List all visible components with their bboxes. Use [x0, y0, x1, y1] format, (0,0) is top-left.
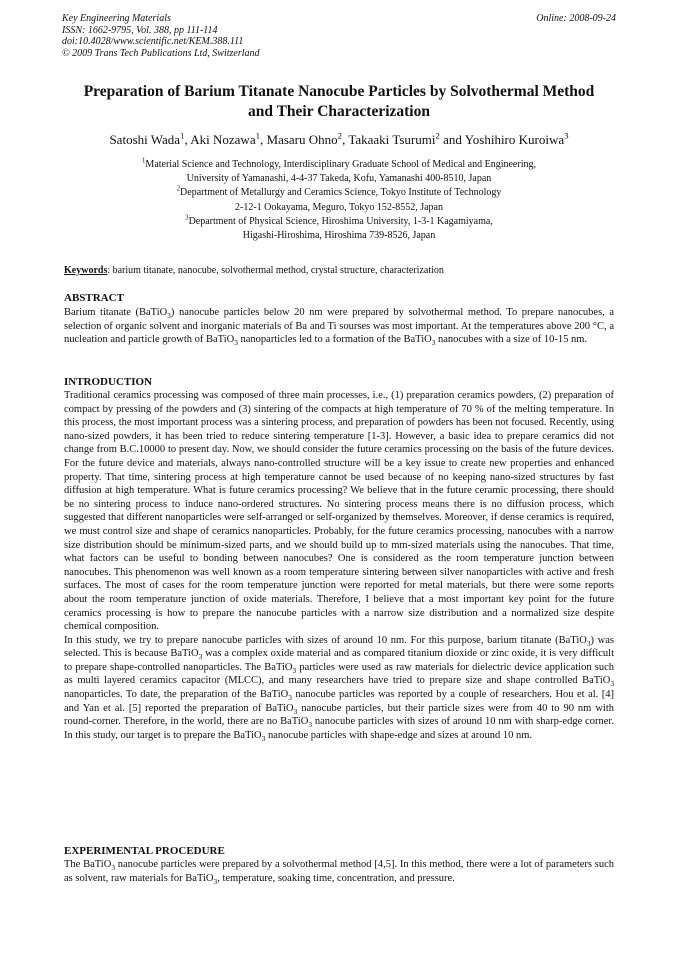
copyright-line: © 2009 Trans Tech Publications Ltd, Switzerland: [62, 47, 260, 59]
affiliations: [64, 158, 614, 243]
text-run: In this study, we try to prepare nanocube particles with sizes of around 10 nm. For this purpose, barium titanate (BaTiO: [64, 634, 587, 646]
subscript: 3: [288, 693, 292, 703]
affiliation-number: 2: [176, 186, 181, 194]
doi-line: doi:10.4028/www.scientific.net/KEM.388.111: [62, 36, 244, 48]
introduction-body: [64, 389, 614, 742]
author-name: Takaaki Tsurumi: [348, 132, 436, 147]
experimental-body: [64, 858, 614, 885]
subscript: 3: [586, 638, 591, 648]
keywords-text: : barium titanate, nanocube, solvothermal method, crystal structure, characterization: [107, 265, 444, 276]
affiliation-3-line-1: [64, 215, 614, 229]
author-name: Masaru Ohno: [266, 132, 338, 147]
issn-line: ISSN: 1662-9795, Vol. 388, pp 111-114: [62, 24, 218, 36]
text-run: nanoparticles. To date, the preparation of the BaTiO: [64, 689, 289, 701]
text-run: nanocube particles, but their particle sizes were from 40 to 90 nm with round-corner. Therefore, in the world, there are no BaTiO: [64, 702, 614, 728]
author-name: Satoshi Wada: [109, 132, 181, 147]
introduction-paragraph-1: Traditional ceramics processing was composed of three main processes, i.e., (1) preparation ceramics powders, (2) preparation of compact by pressing of the powders and (3) sintering of the compacts at high temperature of 70 % of the melting temperature. In this process, the most important process was a sintering process, and preparation of powders has been not focused. Recently, using nano-sized powders, it has been tried to reduce sintering temperature [1-3]. However, a basic idea to prepare ceramics did not change from B.C.10000 to present day. Now, we should consider the future ceramics processing on the basis of the future devices. For the future device and materials, always nano-controlled structure will be a key issue to create new properties and enhanced property. That time, sintering process at high temperature cannot be used because of no keeping nano-sized structures by fast diffusion at high temperature. What is future ceramics processing? We believe that in the future ceramic processing, there should be no sintering process to induce nano-ordered structures. No sintering process means there is no diffusion process, which suggested that different nanoparticles were self-arranged or self-organized by themselves. Moreover, if dense ceramics is required, we must control size and shape of ceramics nanoparticles. Probably, for the future ceramics processing, nanocubes with a narrow size distribution should be minimum-sized parts, and we should build up to mm-sized materials using the nanocubes. That time, what factors can be useful to bonding between nanocubes? One is considered as the room temperature junction between nanocubes. This phenomenon was well known as a room temperature sintering between silver nanoparticles with active and fresh surfaces. The most of cases for the room temperature junction were reported for metal materials, but there were some reports about the room temperature junction of oxide materials. Therefore, I believe that a most important key point for the future ceramics processing is how to prepare the nanocube particles with a narrow size distribution and a normalized size despite chemical composition.: [64, 390, 614, 633]
experimental-heading: EXPERIMENTAL PROCEDURE: [64, 845, 225, 857]
title-line-1: Preparation of Barium Titanate Nanocube Particles by Solvothermal Method: [83, 83, 595, 100]
affiliation-2-line-2: 2-12-1 Ookayama, Meguro, Tokyo 152-8552, Japan: [235, 201, 443, 213]
text-run: nanocube particles with sizes of around 10 nm with sharp-edge corner. In this study, our target is to prepare the BaTiO: [64, 716, 614, 741]
subscript: 3: [198, 652, 203, 662]
text-run: particles were used as raw materials for dielectric device application such as multi layered ceramics capacitor (MLCC), and many researchers have tried to prepare size and shape controlled BaTiO: [64, 661, 615, 687]
text-run: The BaTiO: [64, 859, 112, 870]
abstract-heading: ABSTRACT: [64, 292, 124, 304]
subscript: 3: [431, 338, 436, 348]
online-date: Online: 2008-09-24: [536, 13, 616, 24]
abstract-body: [64, 306, 614, 347]
journal-name: Key Engineering Materials: [62, 13, 171, 24]
affiliation-text: Department of Physical Science, Hiroshima University, 1-3-1 Kagamiyama,: [188, 215, 493, 227]
affiliation-number: 3: [185, 214, 189, 222]
experimental-paragraph: [64, 858, 614, 885]
author-separator: ,: [184, 132, 191, 147]
text-run: ) nanocube particles below 20 nm were prepared by solvothermal method. To prepare nanocubes, a selection of organic solvent and inorganic materials of Ba and Ti sourses was most important. At the temperatures above 200 °C, a nucleation and particle growth of BaTiO: [64, 307, 614, 346]
introduction-heading: INTRODUCTION: [64, 376, 153, 388]
text-run: nanocube particles with shape-edge and sizes at around 10 nm.: [265, 729, 533, 741]
subscript: 3: [308, 720, 313, 730]
affiliation-text: Department of Metallurgy and Ceramics Science, Tokyo Institute of Technology: [180, 187, 502, 199]
author-separator: and: [439, 132, 465, 147]
affiliation-number: 1: [142, 157, 146, 165]
subscript: 3: [292, 665, 297, 675]
subscript: 3: [610, 679, 614, 689]
subscript: 3: [213, 876, 218, 886]
affiliation-2-line-1: [64, 186, 614, 200]
text-run: nanocube particles were prepared by a solvothermal method [4,5]. In this method, there were a lot of parameters such as solvent, raw materials for BaTiO: [64, 859, 614, 884]
affiliation-text: Material Science and Technology, Interdisciplinary Graduate School of Medical and Engineering,: [145, 159, 536, 170]
author-affiliation-mark: 2: [337, 130, 343, 141]
keywords: [64, 265, 624, 276]
keywords-label: Keywords: [64, 265, 108, 276]
author-affiliation-mark: 1: [180, 130, 185, 141]
author-affiliation-mark: 3: [564, 130, 569, 141]
author-separator: ,: [260, 132, 267, 147]
abstract-paragraph: [64, 306, 614, 347]
text-run: was a complex oxide material and as compared titanium dioxide or zinc oxide, it is very difficult to prepare shape-controlled nanoparticles. The BaTiO: [64, 648, 614, 673]
text-run: nanocubes with a size of 10-15 nm.: [435, 334, 588, 346]
affiliation-1-line-2: University of Yamanashi, 4-4-37 Takeda, Kofu, Yamanashi 400-8510, Japan: [186, 173, 492, 185]
text-run: ) was selected. This is because BaTiO: [64, 634, 614, 660]
subscript: 3: [293, 706, 298, 716]
author-affiliation-mark: 2: [435, 130, 440, 141]
author-list: [40, 132, 638, 148]
subscript: 3: [261, 733, 266, 743]
journal-header: [62, 13, 260, 59]
title-line-2: and Their Characterization: [248, 103, 430, 120]
author-separator: ,: [342, 132, 349, 147]
text-run: nanocube particles was reported by a couple of researchers. Hou et al. [4] and Yan et al. [5] reported the preparation of BaTiO: [64, 689, 614, 714]
text-run: , temperature, soaking time, concentration, and pressure.: [217, 872, 455, 884]
affiliation-3-line-2: Higashi-Hiroshima, Hiroshima 739-8526, Japan: [242, 230, 436, 242]
author-name: Aki Nozawa: [190, 132, 256, 147]
subscript: 3: [234, 338, 238, 348]
affiliation-1-line-1: [64, 158, 614, 172]
text-run: Barium titanate (BaTiO: [64, 307, 168, 318]
text-run: nanoparticles led to a formation of the BaTiO: [237, 334, 432, 346]
paper-title: [64, 82, 614, 122]
subscript: 3: [111, 863, 115, 873]
introduction-paragraph-2: [64, 634, 614, 743]
author-affiliation-mark: 1: [255, 130, 261, 141]
subscript: 3: [167, 311, 171, 321]
author-name: Yoshihiro Kuroiwa: [464, 132, 565, 147]
